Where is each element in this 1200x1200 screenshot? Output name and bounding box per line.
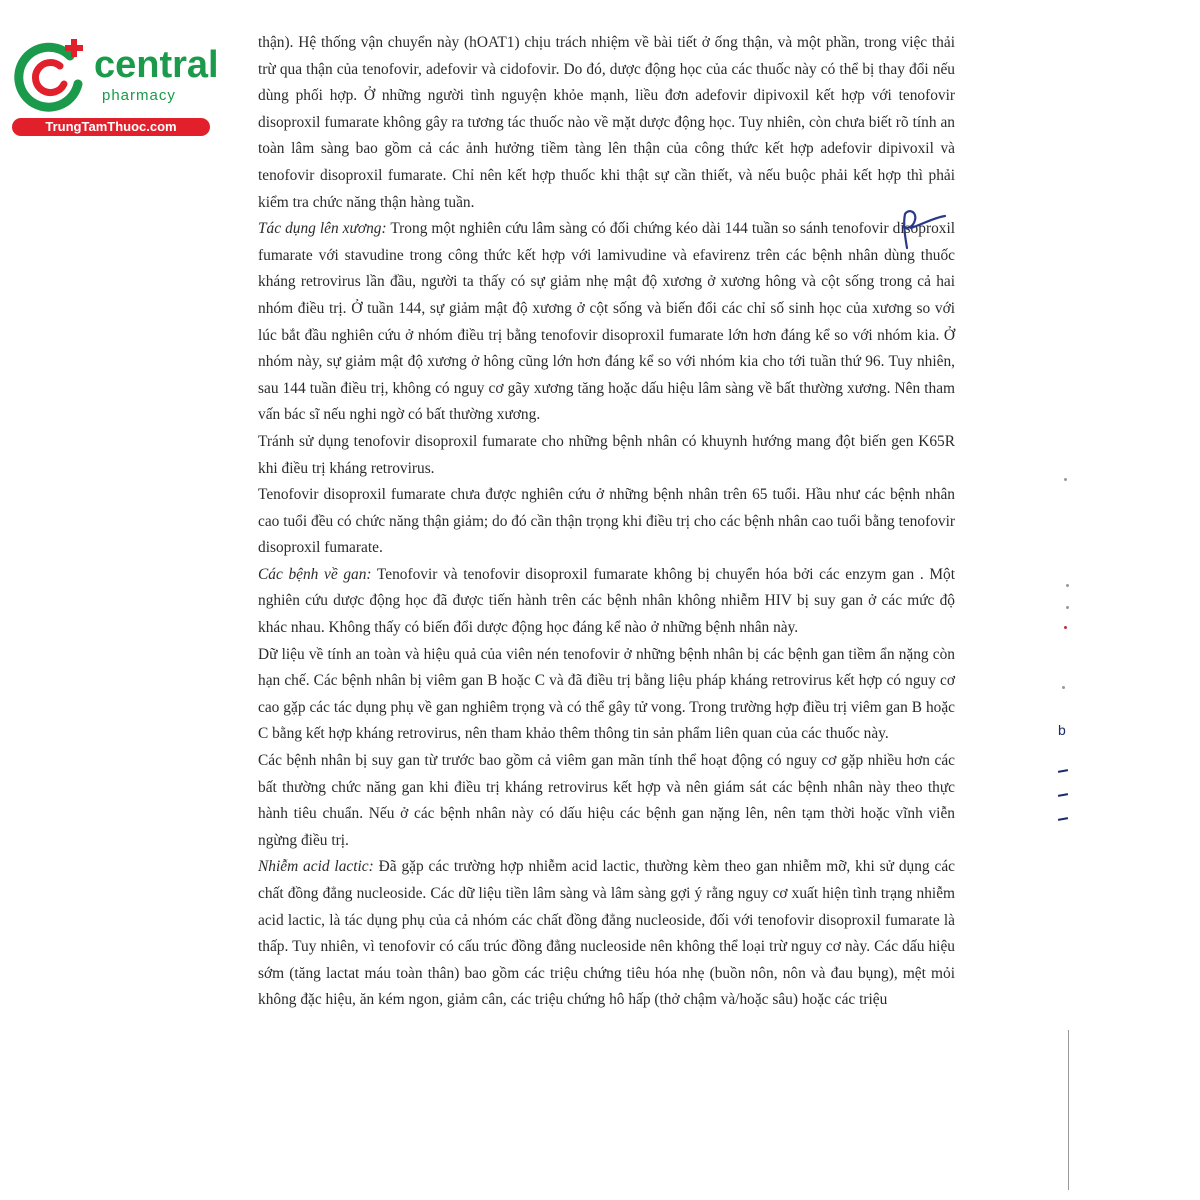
paragraph-text: Các bệnh nhân bị suy gan từ trước bao gồm cả viêm gan mãn tính thể hoạt động có nguy cơ gặp nhiều hơn các bất thường chức năng gan khi điều trị kháng retrovirus kết hợp và nên giám sát các bệnh nhân này theo thực hành tiêu chuẩn. Nếu ở các bệnh nhân này có dấu hiệu các bệnh gan nặng lên, nên tạm thời hoặc vĩnh viễn ngừng điều trị. [258,752,955,849]
paragraph [258,30,955,216]
document-body [258,30,955,1014]
margin-dash [1058,769,1068,773]
margin-dash [1058,793,1068,797]
margin-mark: b [1058,722,1066,738]
section-heading-bone: Tác dụng lên xương: [258,220,387,238]
scan-speck [1064,478,1067,481]
paragraph-text: Đã gặp các trường hợp nhiễm acid lactic, thường kèm theo gan nhiễm mỡ, khi sử dụng các chất đồng đẳng nucleoside. Các dữ liệu tiền lâm sàng và lâm sàng gợi ý rằng nguy cơ xuất hiện tình trạng nhiễm acid lactic, là tác dụng phụ của cả nhóm các chất đồng đẳng nucleoside, đối với tenofovir disoproxil fumarate là thấp. Tuy nhiên, vì tenofovir có cấu trúc đồng đẳng nucleoside nên không thể loại trừ nguy cơ này. Các dấu hiệu sớm (tăng lactat máu toàn thân) bao gồm các triệu chứng tiêu hóa nhẹ (buồn nôn, nôn và đau bụng), mệt mỏi không đặc hiệu, ăn kém ngon, giảm cân, các triệu chứng hô hấp (thở chậm và/hoặc sâu) hoặc các triệu [258,858,955,1009]
scan-speck [1066,606,1069,609]
section-heading-lactic: Nhiễm acid lactic: [258,858,374,876]
paragraph-text: Tenofovir disoproxil fumarate chưa được nghiên cứu ở những bệnh nhân trên 65 tuổi. Hầu như các bệnh nhân cao tuổi đều có chức năng thận giảm; do đó cần thận trọng khi điều trị cho các bệnh nhân cao tuổi bằng tenofovir disoproxil fumarate. [258,486,955,557]
paragraph [258,642,955,748]
scan-speck [1062,686,1065,689]
paragraph-text: Dữ liệu về tính an toàn và hiệu quả của viên nén tenofovir ở những bệnh nhân bị các bệnh gan tiềm ẩn nặng còn hạn chế. Các bệnh nhân bị viêm gan B hoặc C và đã điều trị bằng liệu pháp kháng retrovirus kết hợp có nguy cơ cao gặp các tác dụng phụ về gan nghiêm trọng và có thể gây tử vong. Trong trường hợp điều trị viêm gan B hoặc C bằng kết hợp kháng retrovirus, nên tham khảo thêm thông tin sản phẩm liên quan của các thuốc này. [258,645,955,743]
paragraph-text: thận). Hệ thống vận chuyển này (hOAT1) chịu trách nhiệm về bài tiết ở ống thận, và một phần, trong việc thải trừ qua thận của tenofovir, adefovir và cidofovir. Do đó, dược động học của các thuốc này có thể bị thay đổi nếu dùng phối hợp. Ở những người tình nguyện khỏe mạnh, liều đơn adefovir dipivoxil kết hợp với tenofovir disoproxil fumarate không gây ra tương tác thuốc nào về mặt dược động học. Tuy nhiên, còn chưa biết rõ tính an toàn lâm sàng bao gồm cả các ảnh hưởng tiềm tàng lên thận của công thức kết hợp adefovir dipivoxil và tenofovir disoproxil fumarate. Chỉ nên kết hợp thuốc khi thật sự cần thiết, và nếu buộc phải kết hợp thì phải kiểm tra chức năng thận hàng tuần. [258,34,955,211]
paragraph-text: Tenofovir và tenofovir disoproxil fumarate không bị chuyển hóa bởi các enzym gan . Một nghiên cứu dược động học đã được tiến hành trên các bệnh nhân không nhiễm HIV bị suy gan ở các mức độ khác nhau. Không thấy có biến đổi dược động học đáng kể nào ở những bệnh nhân này. [258,565,955,637]
scan-speck [1066,584,1069,587]
paragraph-text: Trong một nghiên cứu lâm sàng có đối chứng kéo dài 144 tuần so sánh tenofovir disoproxil fumarate với stavudine trong công thức kết hợp với lamivudine và efavirenz trên các bệnh nhân dùng thuốc kháng retrovirus lần đầu, người ta thấy có sự giảm nhẹ mật độ xương ở xương hông và cột sống trong cả hai nhóm điều trị. Ở tuần 144, sự giảm mật độ xương ở cột sống và biến đổi các chỉ số sinh học của xương so với lúc bắt đầu nghiên cứu ở nhóm điều trị bằng tenofovir disoproxil fumarate lớn hơn đáng kể so với nhóm kia. Ở nhóm này, sự giảm mật độ xương ở hông cũng lớn hơn đáng kể so với nhóm kia cho tới tuần thứ 96. Tuy nhiên, sau 144 tuần điều trị, không có nguy cơ gãy xương tăng hoặc dấu hiệu lâm sàng về bất thường xương. Nên tham vấn bác sĩ nếu nghi ngờ có bất thường xương. [258,220,956,424]
scan-speck [1064,626,1067,629]
paragraph [258,482,955,562]
paragraph [258,562,955,642]
pharmacy-logo-icon [12,36,92,116]
pharmacy-logo[interactable] [12,36,219,136]
paragraph-text: Tránh sử dụng tenofovir disoproxil fumarate cho những bệnh nhân có khuynh hướng mang đột biến gen K65R khi điều trị kháng retrovirus. [258,432,955,477]
page-edge-line [1068,1030,1069,1190]
paragraph [258,216,955,429]
logo-site-badge[interactable]: TrungTamThuoc.com [12,118,210,136]
logo-sub-text: pharmacy [102,87,176,104]
paragraph [258,429,955,482]
paragraph [258,748,955,854]
signature-mark [893,206,953,256]
logo-brand-text: central [94,44,219,86]
margin-dash [1058,817,1068,821]
section-heading-liver: Các bệnh về gan: [258,565,372,583]
paragraph [258,854,955,1014]
